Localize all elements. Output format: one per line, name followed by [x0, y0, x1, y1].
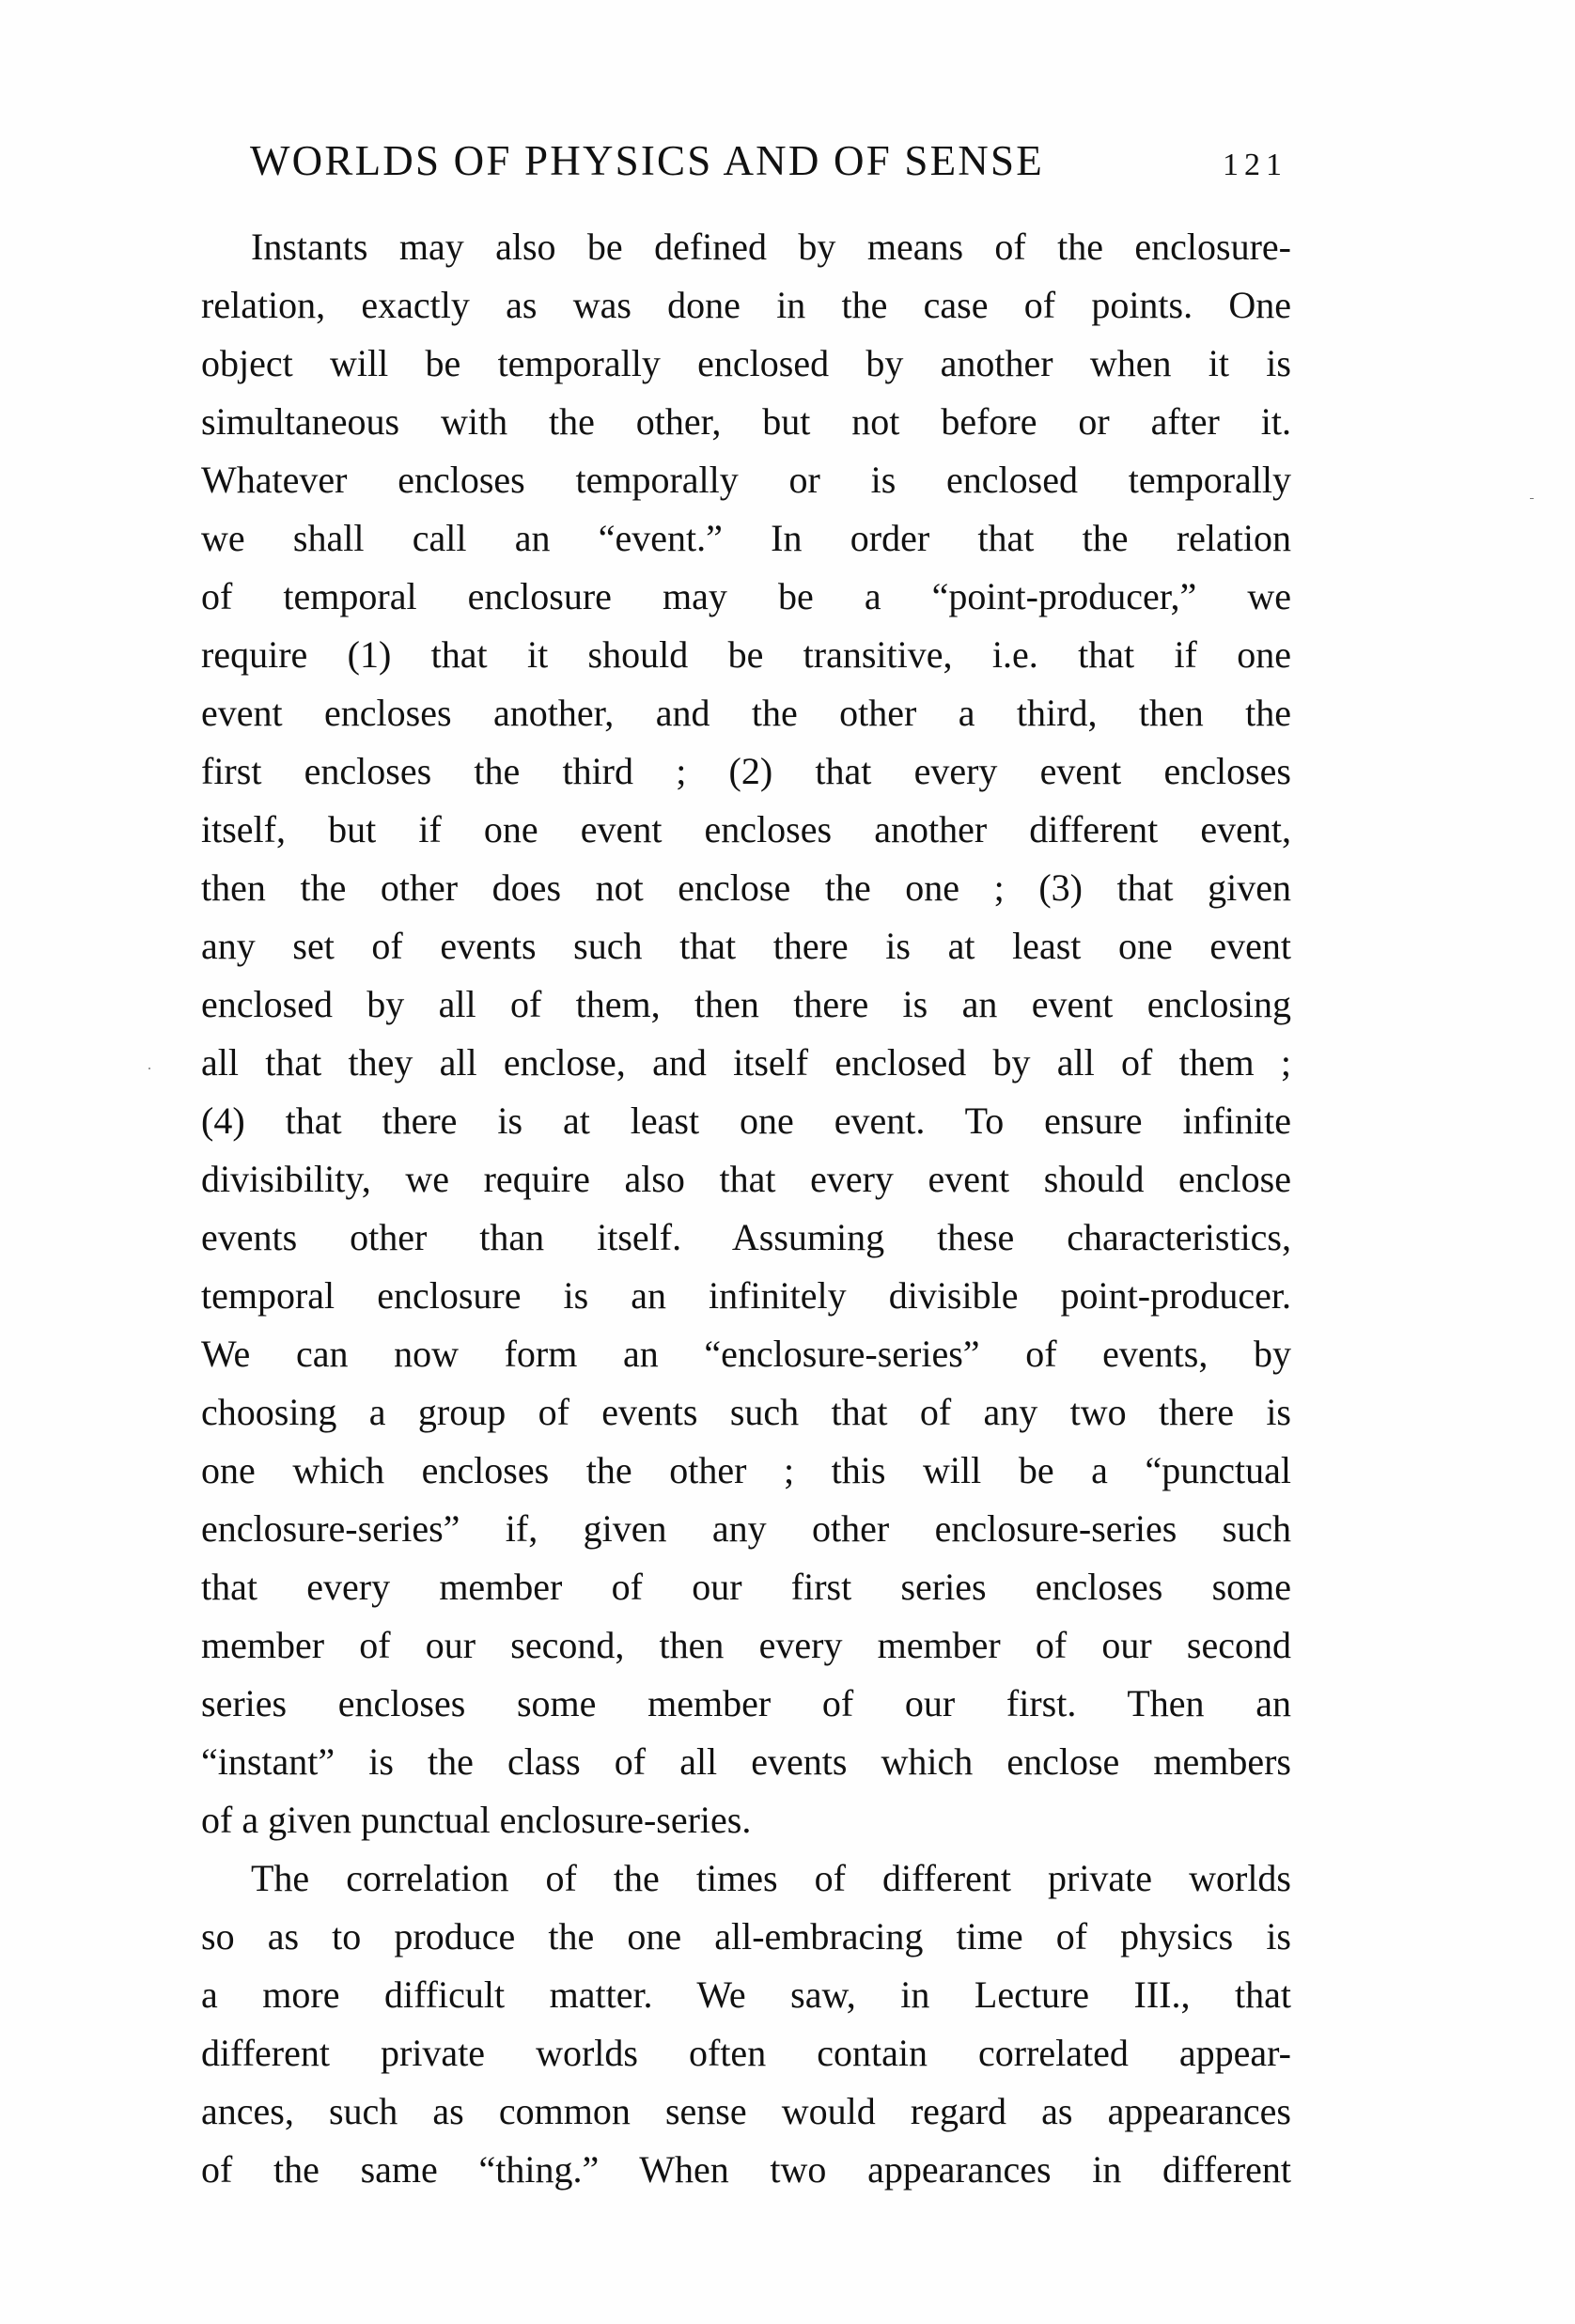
- text-line: a more difficult matter. We saw, in Lecture III., that: [201, 1973, 1291, 2016]
- text-line: we shall call an “event.” In order that the relation: [201, 517, 1291, 559]
- text-line: (4) that there is at least one event. To ensure infinite: [201, 1100, 1291, 1142]
- text-line: that every member of our first series encloses some: [201, 1566, 1291, 1608]
- paragraph-2: [201, 1849, 1291, 2199]
- text-line: Instants may also be defined by means of the enclosure-: [251, 226, 1291, 268]
- text-line: event encloses another, and the other a third, then the: [201, 692, 1291, 734]
- scan-artifact-mark: [1530, 498, 1534, 499]
- text-line: itself, but if one event encloses another different event,: [201, 808, 1291, 850]
- running-head-title: WORLDS OF PHYSICS AND OF SENSE: [250, 137, 1044, 184]
- text-line: We can now form an “enclosure-series” of events, by: [201, 1333, 1291, 1375]
- text-line: ances, such as common sense would regard as appearances: [201, 2090, 1291, 2132]
- paragraph-1: [201, 218, 1291, 1849]
- text-line: “instant” is the class of all events which enclose members: [201, 1740, 1291, 1783]
- text-line: object will be temporally enclosed by another when it is: [201, 342, 1291, 384]
- text-line: simultaneous with the other, but not before or after it.: [201, 400, 1291, 443]
- text-line: of the same “thing.” When two appearances in different: [201, 2148, 1291, 2191]
- text-line: enclosure-series” if, given any other enclosure-series such: [201, 1507, 1291, 1550]
- text-line: series encloses some member of our first. Then an: [201, 1682, 1291, 1724]
- text-line: so as to produce the one all-embracing time of physics is: [201, 1915, 1291, 1957]
- text-line: any set of events such that there is at least one event: [201, 925, 1291, 967]
- scan-artifact-dot: [148, 1068, 150, 1069]
- text-line: different private worlds often contain correlated appear-: [201, 2032, 1291, 2074]
- page-number: 121: [1223, 148, 1287, 182]
- text-line: then the other does not enclose the one ; (3) that given: [201, 866, 1291, 909]
- text-line: choosing a group of events such that of any two there is: [201, 1391, 1291, 1433]
- text-line: of a given punctual enclosure-series.: [201, 1799, 752, 1841]
- text-line: of temporal enclosure may be a “point-producer,” we: [201, 575, 1291, 617]
- text-line: one which encloses the other ; this will be a “punctual: [201, 1449, 1291, 1491]
- text-line: events other than itself. Assuming these characteristics,: [201, 1216, 1291, 1258]
- text-line: temporal enclosure is an infinitely divisible point-producer.: [201, 1274, 1291, 1317]
- text-line: require (1) that it should be transitive, i.e. that if one: [201, 633, 1291, 676]
- text-line: enclosed by all of them, then there is an event enclosing: [201, 983, 1291, 1025]
- text-line: The correlation of the times of different private worlds: [251, 1857, 1291, 1899]
- body-text: [201, 218, 1291, 2199]
- text-line: first encloses the third ; (2) that every event encloses: [201, 750, 1291, 792]
- text-line: divisibility, we require also that every event should enclose: [201, 1158, 1291, 1200]
- running-head: [250, 132, 1287, 190]
- text-line: all that they all enclose, and itself enclosed by all of them ;: [201, 1041, 1291, 1084]
- text-line: relation, exactly as was done in the case of points. One: [201, 284, 1291, 326]
- text-line: member of our second, then every member of our second: [201, 1624, 1291, 1666]
- text-line: Whatever encloses temporally or is enclosed temporally: [201, 459, 1291, 501]
